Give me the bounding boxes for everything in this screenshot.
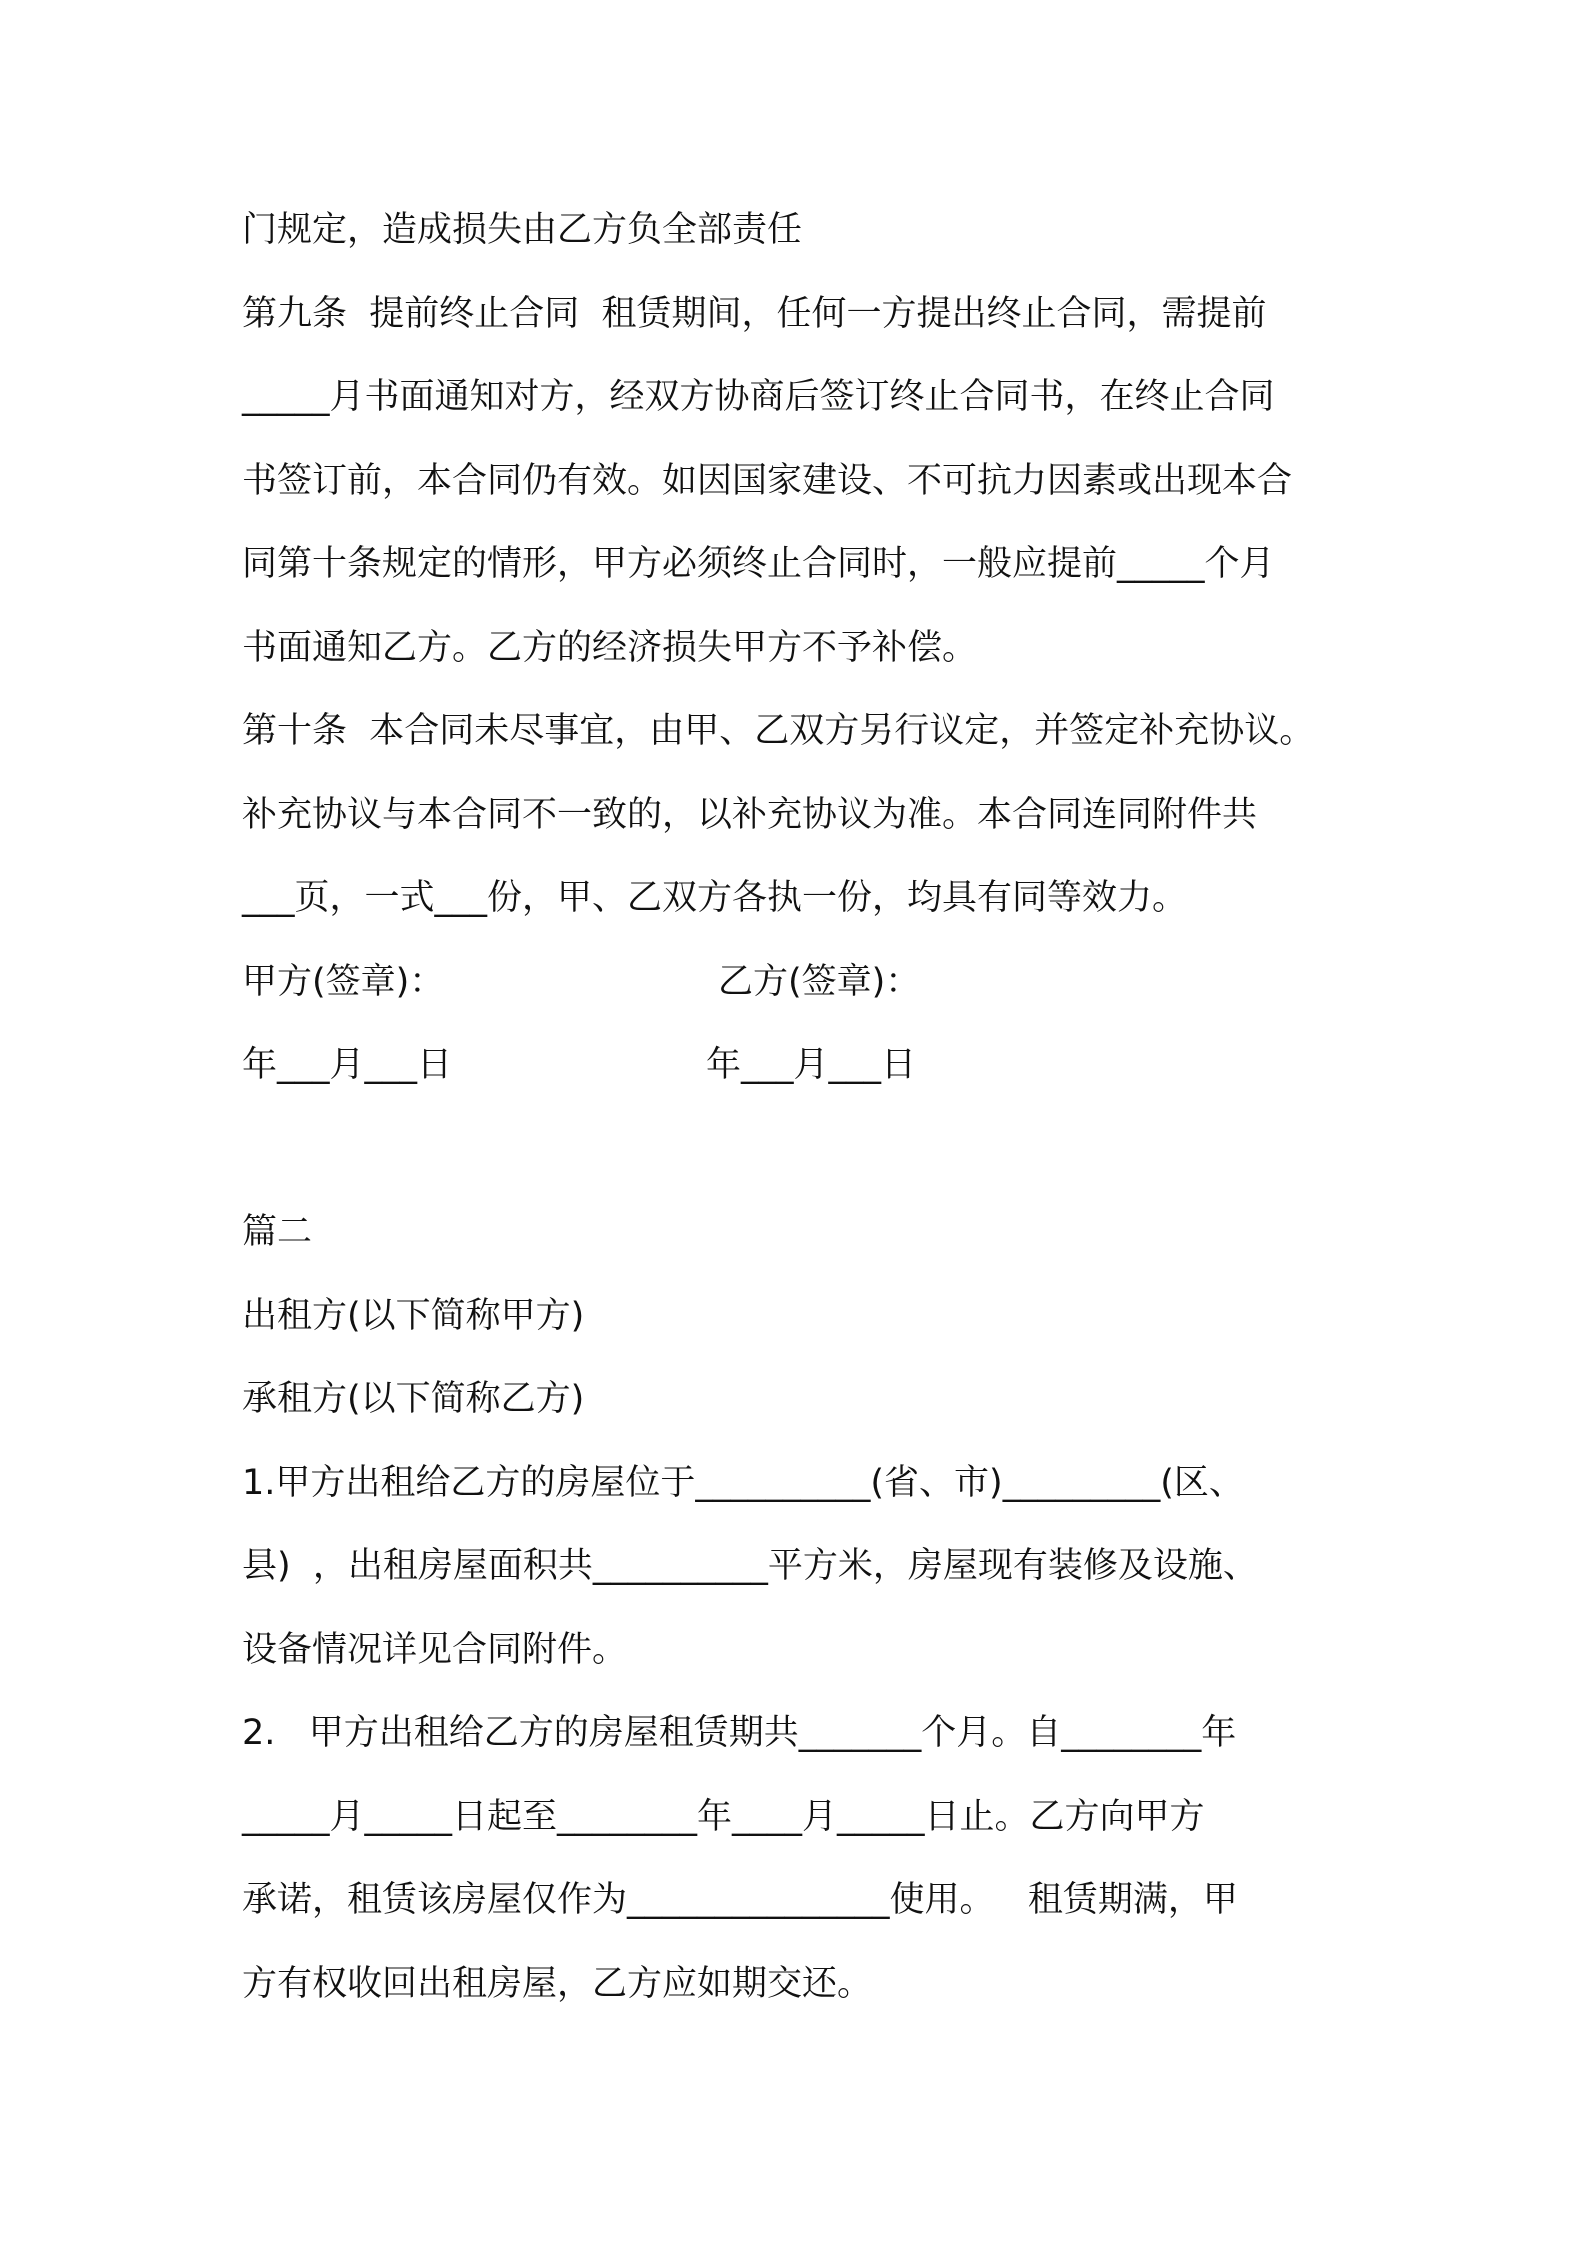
section-title: 篇二 <box>242 1212 313 1252</box>
clause-line-7: 第十条 本合同未尽事宜，由甲、乙双方另行议定，并签定补充协议。 <box>242 711 1315 751</box>
party-a-date: 年___月___日 <box>242 1045 453 1085</box>
party-b-date: 年___月___日 <box>706 1045 917 1085</box>
clause-line-4: 书签订前，本合同仍有效。如因国家建设、不可抗力因素或出现本合 <box>242 461 1293 501</box>
section2-line-7: 方有权收回出租房屋，乙方应如期交还。 <box>242 1964 873 2004</box>
lessor-line: 出租方(以下简称甲方) <box>242 1296 585 1336</box>
lessee-line: 承租方(以下简称乙方) <box>242 1379 585 1419</box>
clause-line-2: 第九条 提前终止合同 租赁期间，任何一方提出终止合同，需提前 <box>242 294 1267 334</box>
party-a-signature-label: 甲方(签章)： <box>242 962 445 1002</box>
section2-line-2: 县) ，出租房屋面积共__________平方米，房屋现有装修及设施、 <box>242 1546 1258 1586</box>
section2-line-5: _____月_____日起至________年____月_____日止。乙方向甲方 <box>242 1797 1205 1837</box>
clause-line-9: ___页，一式___份，甲、乙双方各执一份，均具有同等效力。 <box>242 878 1188 918</box>
clause-line-8: 补充协议与本合同不一致的，以补充协议为准。本合同连同附件共 <box>242 795 1258 835</box>
clause-line-1: 门规定，造成损失由乙方负全部责任 <box>242 210 803 250</box>
clause-line-3: _____月书面通知对方，经双方协商后签订终止合同书，在终止合同 <box>242 377 1275 417</box>
section2-line-1: 1.甲方出租给乙方的房屋位于__________(省、市)_________(区、 <box>242 1463 1244 1503</box>
section2-line-3: 设备情况详见合同附件。 <box>242 1630 628 1670</box>
clause-line-6: 书面通知乙方。乙方的经济损失甲方不予补偿。 <box>242 628 978 668</box>
party-b-signature-label: 乙方(签章)： <box>718 962 921 1002</box>
section2-line-4: 2. 甲方出租给乙方的房屋租赁期共_______个月。自________年 <box>242 1713 1237 1753</box>
clause-line-5: 同第十条规定的情形，甲方必须终止合同时，一般应提前_____个月 <box>242 544 1275 584</box>
section2-line-6: 承诺，租赁该房屋仅作为_______________使用。 租赁期满，甲 <box>242 1880 1238 1920</box>
